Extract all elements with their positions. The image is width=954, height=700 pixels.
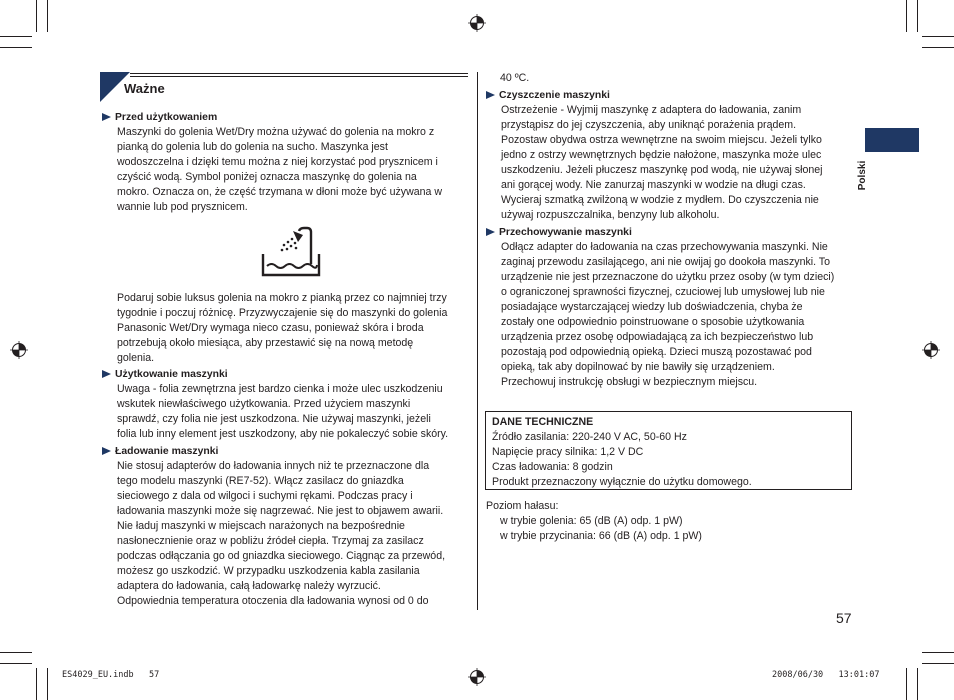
text-line: jedno z ostrzy wewnętrznych będzie nałożone, maszynka może ulec bbox=[501, 149, 822, 161]
text-line: Przechowuj instrukcję obsługi w bezpiecznym miejscu. bbox=[501, 376, 758, 388]
text-line: przystąpisz do jej czyszczenia, aby uniknąć porażenia prądem. bbox=[501, 119, 797, 131]
text-line: w trybie przycinania: 66 (dB (A) odp. 1 pW) bbox=[500, 530, 702, 542]
left-column bbox=[102, 110, 470, 215]
text-line: golenia. bbox=[117, 352, 155, 364]
text-line: urządzenia przez osobę odpowiadającą za ich bezpieczeństwo lub bbox=[501, 331, 814, 343]
text-line: tego modelu maszynki (RE7-52). Włącz zasilacz do gniazdka bbox=[117, 475, 404, 487]
section-heading: Przechowywanie maszynki bbox=[486, 225, 858, 240]
registration-mark-icon bbox=[468, 14, 486, 32]
usage-section bbox=[102, 367, 470, 442]
text-line: posiadające wystarczającej wiedzy lub doświadczenia, chyba że bbox=[501, 301, 803, 313]
noise-section bbox=[486, 499, 858, 544]
section-heading: Ładowanie maszynki bbox=[102, 444, 470, 459]
text-line: sieciowego z dala od wilgoci i suchymi rękami. Podczas pracy i bbox=[117, 490, 413, 502]
page-title: Ważne bbox=[124, 81, 165, 96]
text-line: używaj rozpuszczalnika, benzyny lub alkoholu. bbox=[501, 209, 720, 221]
noise-label: Poziom hałasu: bbox=[486, 500, 559, 512]
text-line: wodoszczelna i dzięki temu można z niej korzystać pod prysznicem i bbox=[117, 156, 438, 168]
technical-data-box bbox=[485, 411, 852, 490]
text-line: potrzebują około miesiąca, aby przestawić się na nową metodę bbox=[117, 337, 414, 349]
text-line: podczas odłączania go od gniazdka sieciowego. Ciągnąc za przewód, bbox=[117, 550, 446, 562]
text-line: wskutek niewłaściwego użytkowania. Przed użyciem maszynki bbox=[117, 398, 411, 410]
text-line: Nie ładuj maszynki w miejscach narażonych na bezpośrednie bbox=[117, 520, 405, 532]
page-number: 57 bbox=[836, 610, 852, 626]
text-line: Napięcie pracy silnika: 1,2 V DC bbox=[492, 446, 644, 458]
text-line: pozostają pod odpowiednią opieką. Dzieci muszą pozostawać pod bbox=[501, 346, 812, 358]
language-label: Polski bbox=[857, 160, 869, 191]
text-line: Nie stosuj adapterów do ładowania innych niż te przeznaczone dla bbox=[117, 460, 430, 472]
text-line: Odłącz adapter do ładowania na czas przechowywania maszynki. Nie bbox=[501, 241, 828, 253]
text-line: wannie lub pod prysznicem. bbox=[117, 201, 248, 213]
text-line: mokro. Oznacza on, że część trzymana w dłoni może być używana w bbox=[117, 186, 443, 198]
text-line: Podaruj sobie luksus golenia na mokro z pianką przez co najmniej trzy bbox=[117, 292, 447, 304]
text-line: Produkt przeznaczony wyłącznie do użytku domowego. bbox=[492, 476, 752, 488]
text-line: nasłonecznienie oraz w pobliżu źródeł ciepła. Trzymaj za zasilacz bbox=[117, 535, 424, 547]
text-line: Pozostaw obydwa ostrza wewnętrzne na swoim miejscu. Jeżeli tylko bbox=[501, 134, 822, 146]
text-line: folia lub inny element jest uszkodzony, aby nie pokaleczyć sobie skóry. bbox=[117, 428, 449, 440]
text-line: Panasonic Wet/Dry wymaga nieco czasu, ponieważ skóra i broda bbox=[117, 322, 424, 334]
text-line: Źródło zasilania: 220-240 V AC, 50-60 Hz bbox=[492, 431, 687, 443]
section-heading: Czyszczenie maszynki bbox=[486, 88, 858, 103]
column-divider bbox=[477, 72, 478, 610]
text-line: w trybie golenia: 65 (dB (A) odp. 1 pW) bbox=[500, 515, 683, 527]
text-line: tygodnie i poczuj różnicę. Przyzwyczajenie się do maszynki do golenia bbox=[117, 307, 448, 319]
text-line: uszkodzeniu. Jeżeli płuczesz maszynkę pod wodą, nie używaj słonej bbox=[501, 164, 823, 176]
footer-file: ES4029_EU.indb 57 bbox=[62, 670, 160, 680]
storage-section bbox=[486, 225, 858, 390]
text-line: Wycieraj szmatką zwilżoną w wodzie z mydłem. Do czyszczenia nie bbox=[501, 194, 819, 206]
text-line: Odpowiednia temperatura otoczenia dla ładowania wynosi od 0 do bbox=[117, 595, 429, 607]
text-line: Czas ładowania: 8 godzin bbox=[492, 461, 613, 473]
text-line: możesz go uszkodzić. W przypadku uszkodzenia kabla zasilania bbox=[117, 565, 420, 577]
registration-mark-icon bbox=[10, 341, 28, 359]
text-line: ani gorącej wody. Nie zanurzaj maszynki w wodzie na długi czas. bbox=[501, 179, 806, 191]
bullet-arrow-icon bbox=[486, 228, 495, 236]
bullet-arrow-icon bbox=[102, 113, 111, 121]
charging-section bbox=[102, 444, 470, 609]
text-line: zostały one odpowiednio poinstruowane o sposobie użytkowania bbox=[501, 316, 805, 328]
cleaning-section bbox=[486, 88, 858, 223]
bullet-arrow-icon bbox=[102, 370, 111, 378]
temp-continuation: 40 ºC. bbox=[500, 72, 530, 84]
text-line: pianką do golenia lub do golenia na sucho. Maszynka jest bbox=[117, 141, 388, 153]
bullet-arrow-icon bbox=[486, 91, 495, 99]
text-line: sprawdź, czy folia nie jest uszkodzona. Nie używaj maszynki, jeżeli bbox=[117, 413, 431, 425]
registration-mark-icon bbox=[922, 341, 940, 359]
text-line: zaginaj przewodu zasilającego, ani nie owijaj go dookoła maszynki. To bbox=[501, 256, 830, 268]
before-use-text bbox=[117, 125, 470, 215]
text-line: ładowania maszynki może się nagrzewać. Nie jest to objawem awarii. bbox=[117, 505, 444, 517]
technical-data-title: DANE TECHNICZNE bbox=[492, 416, 594, 428]
bullet-arrow-icon bbox=[102, 447, 111, 455]
text-line: Uwaga - folia zewnętrzna jest bardzo cienka i może ulec uszkodzeniu bbox=[117, 383, 443, 395]
text-line: czyścić wodą. Symbol poniżej oznacza maszynkę do golenia na bbox=[117, 171, 417, 183]
section-heading: Przed użytkowaniem bbox=[102, 110, 470, 125]
text-line: adaptera do ładowania, całą ładowarkę należy wyrzucić. bbox=[117, 580, 381, 592]
section-heading: Użytkowanie maszynki bbox=[102, 367, 470, 382]
text-line: opieką, tak aby dopilnować by nie bawiły się urządzeniem. bbox=[501, 361, 775, 373]
footer-datetime: 2008/06/30 13:01:07 bbox=[772, 670, 880, 680]
language-tab bbox=[865, 128, 919, 152]
text-line: Ostrzeżenie - Wyjmij maszynkę z adaptera do ładowania, zanim bbox=[501, 104, 802, 116]
registration-mark-icon bbox=[468, 668, 486, 686]
text-line: Maszynki do golenia Wet/Dry można używać do golenia na mokro z bbox=[117, 126, 435, 138]
enjoy-text bbox=[117, 291, 473, 366]
text-line: urządzenie nie jest przeznaczone do użytku przez osoby (w tym dzieci) bbox=[501, 271, 835, 283]
shower-bath-icon bbox=[260, 226, 322, 278]
text-line: o ograniczonej sprawności fizycznej, czuciowej lub umysłowej lub nie bbox=[501, 286, 825, 298]
